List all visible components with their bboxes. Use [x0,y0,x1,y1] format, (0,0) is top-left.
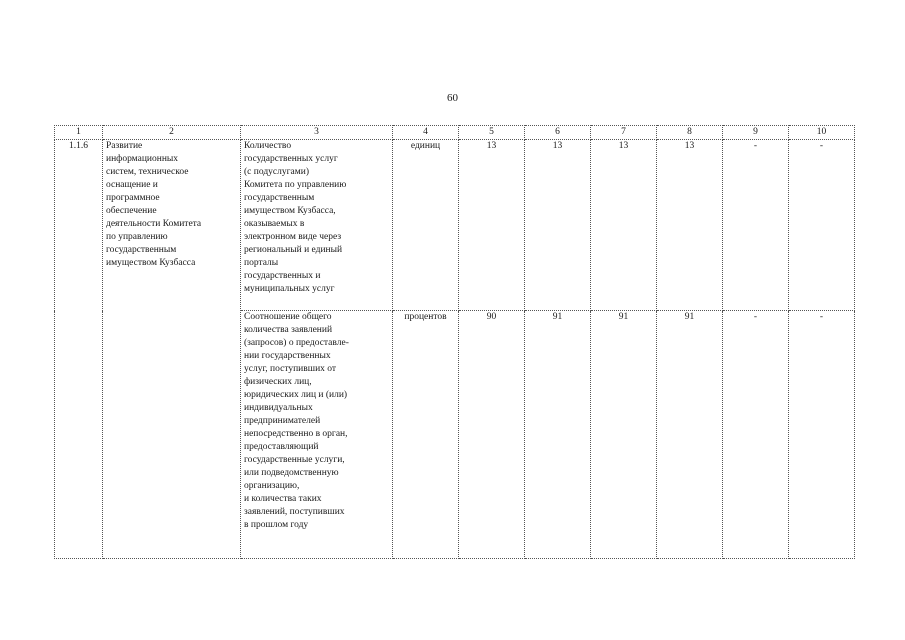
indicator-unit: процентов [393,311,459,559]
page-number: 60 [447,92,458,104]
column-header: 5 [459,126,525,140]
indicator-description [241,311,393,559]
column-header: 8 [657,126,723,140]
row-name-text: Развитие информационных систем, техническое оснащение и программное обеспечение деятельности Комитета по управлению государственным имуществом Кузбасса [106,141,202,268]
column-header: 10 [789,126,855,140]
row-name [103,140,241,559]
column-header: 3 [241,126,393,140]
indicator-unit: единиц [393,140,459,311]
indicators-table [54,125,855,559]
row-code: 1.1.6 [55,140,103,559]
column-header: 4 [393,126,459,140]
column-header: 2 [103,126,241,140]
indicator-description-text: Соотношение общего количества заявлений (запросов) о предоставле- нии государственных услуг, поступивших от физических лиц, юридических лиц и (или) индивидуальных предпринимателей непосредственно в орган, предоставляющий государственные услуги, или подведомственную организацию, и количества таких заявлений, поступивших в прошлом году [244,312,349,530]
indicator-value: 91 [525,311,591,559]
column-header: 1 [55,126,103,140]
column-header: 6 [525,126,591,140]
indicator-value: 13 [459,140,525,311]
table-header-row [55,126,855,140]
indicator-value: 13 [591,140,657,311]
column-header: 9 [723,126,789,140]
indicator-value: 13 [657,140,723,311]
table-row [55,140,855,311]
indicator-value: - [789,311,855,559]
indicator-description-text: Количество государственных услуг (с подуслугами) Комитета по управлению государственным имуществом Кузбасса, оказываемых в электронном виде через региональный и единый порталы государственных и муниципальных услуг [244,141,347,294]
indicator-value: 13 [525,140,591,311]
indicator-value: 91 [657,311,723,559]
indicator-value: 91 [591,311,657,559]
indicator-value: 90 [459,311,525,559]
indicator-value: - [789,140,855,311]
indicator-description [241,140,393,311]
indicator-value: - [723,140,789,311]
indicator-value: - [723,311,789,559]
column-header: 7 [591,126,657,140]
